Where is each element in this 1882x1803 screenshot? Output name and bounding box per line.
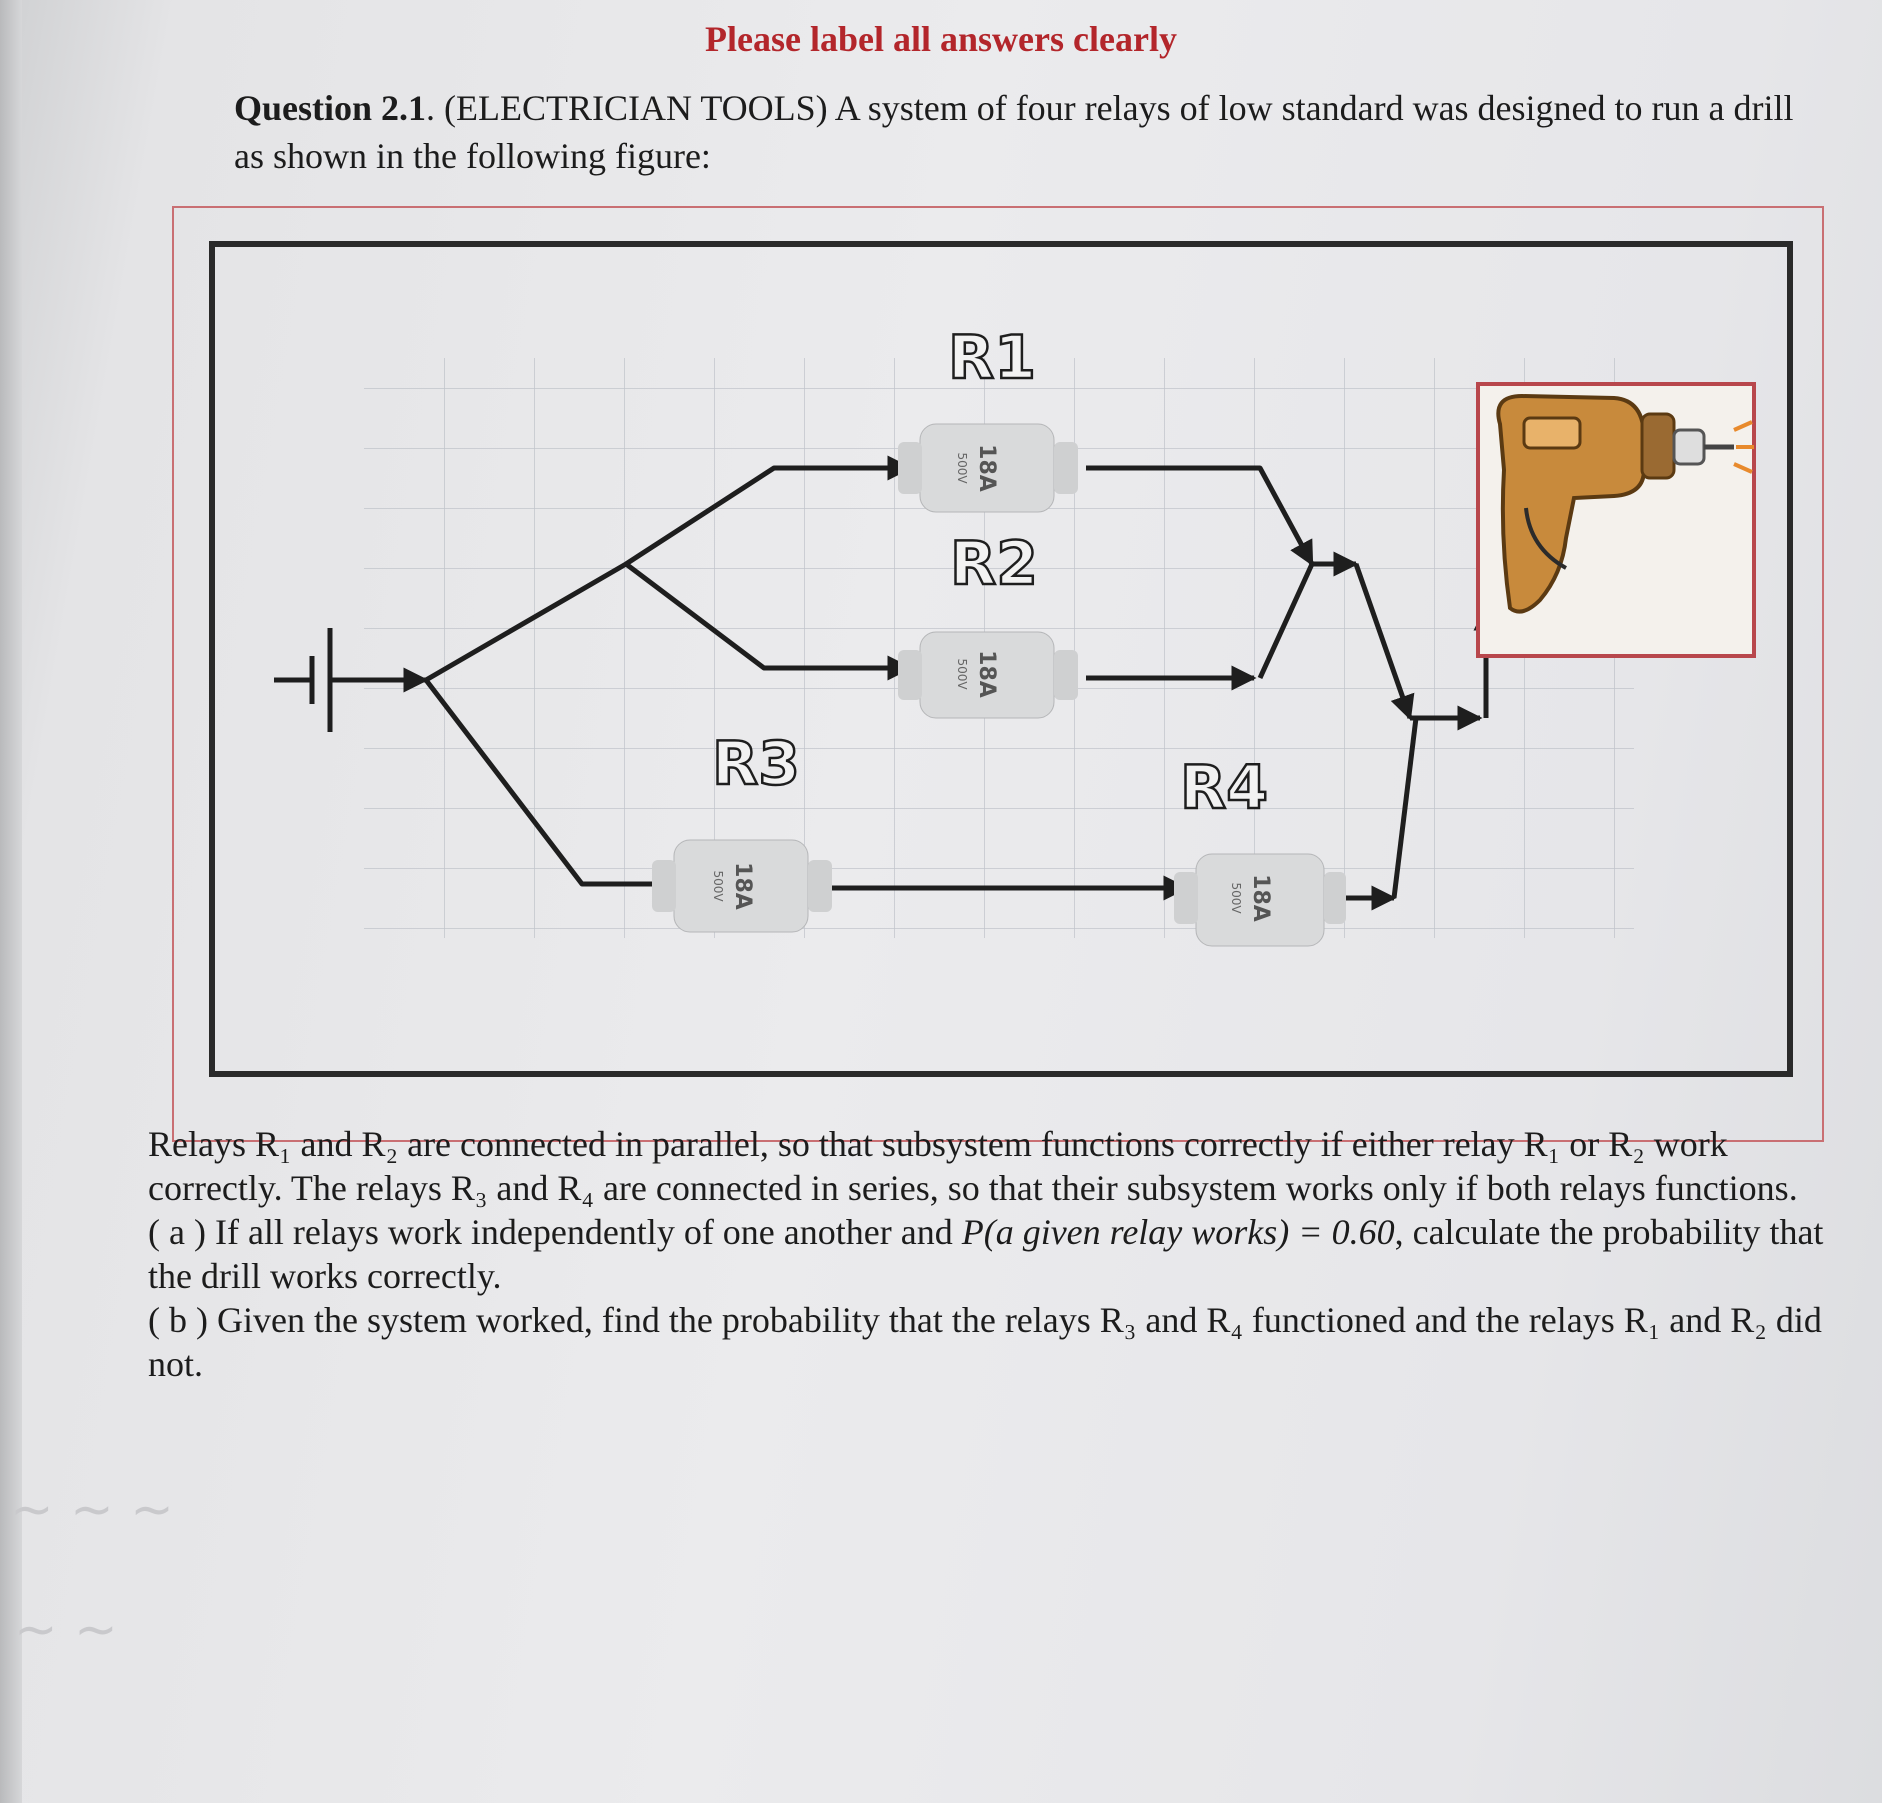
question-number: Question 2.1 xyxy=(234,88,427,128)
part-b xyxy=(148,1298,1826,1386)
relay-r4-label: R4 xyxy=(1180,753,1268,823)
relay-r4-rating: 18A xyxy=(1248,874,1273,922)
header-note: Please label all answers clearly xyxy=(705,19,1177,59)
circuit-diagram xyxy=(174,208,1826,1144)
pencil-marks-2: ~ ~ xyxy=(14,1600,118,1660)
relay-r1-label: R1 xyxy=(948,323,1036,393)
pencil-marks: ~ ~ ~ xyxy=(10,1480,174,1540)
part-a-label: ( a ) xyxy=(148,1212,206,1252)
figure-frame xyxy=(172,206,1824,1142)
relay-r1-voltage: 500V xyxy=(955,452,969,484)
intro-paragraph: Relays R₁ and R₂ are connected in parallel, so that subsystem functions correctly if either relay R₁ or R₂ work correctly. The relays R₃ and R₄ are connected in series, so that their subsystem works only if both relays functions. xyxy=(148,1124,1798,1208)
part-a xyxy=(148,1210,1826,1298)
part-b-text: Given the system worked, find the probability that the relays R₃ and R₄ functioned and the relays R₁ and R₂ did not. xyxy=(148,1300,1822,1384)
question-body xyxy=(148,1122,1826,1386)
part-a-text-2: , calculate the probability that the drill works correctly. xyxy=(148,1212,1824,1296)
part-a-formula: P(a given relay works) = 0.60 xyxy=(961,1212,1395,1252)
question-text: . (ELECTRICIAN TOOLS) A system of four relays of low standard was designed to run a drill as shown in the following figure: xyxy=(234,88,1794,176)
relay-r2-rating: 18A xyxy=(974,650,999,698)
relay-r3-label: R3 xyxy=(712,729,800,799)
relay-r2-voltage: 500V xyxy=(955,658,969,690)
relay-r2-label: R2 xyxy=(950,529,1038,599)
drill-icon xyxy=(1478,384,1754,656)
part-a-text-1: If all relays work independently of one another and xyxy=(214,1212,953,1252)
relay-r1-rating: 18A xyxy=(974,444,999,492)
relay-r3-rating: 18A xyxy=(730,862,755,910)
battery-icon xyxy=(274,628,330,732)
relay-r3-voltage: 500V xyxy=(711,870,725,902)
question-heading xyxy=(234,84,1824,180)
part-b-label: ( b ) xyxy=(148,1300,208,1340)
relay-r4-voltage: 500V xyxy=(1229,882,1243,914)
